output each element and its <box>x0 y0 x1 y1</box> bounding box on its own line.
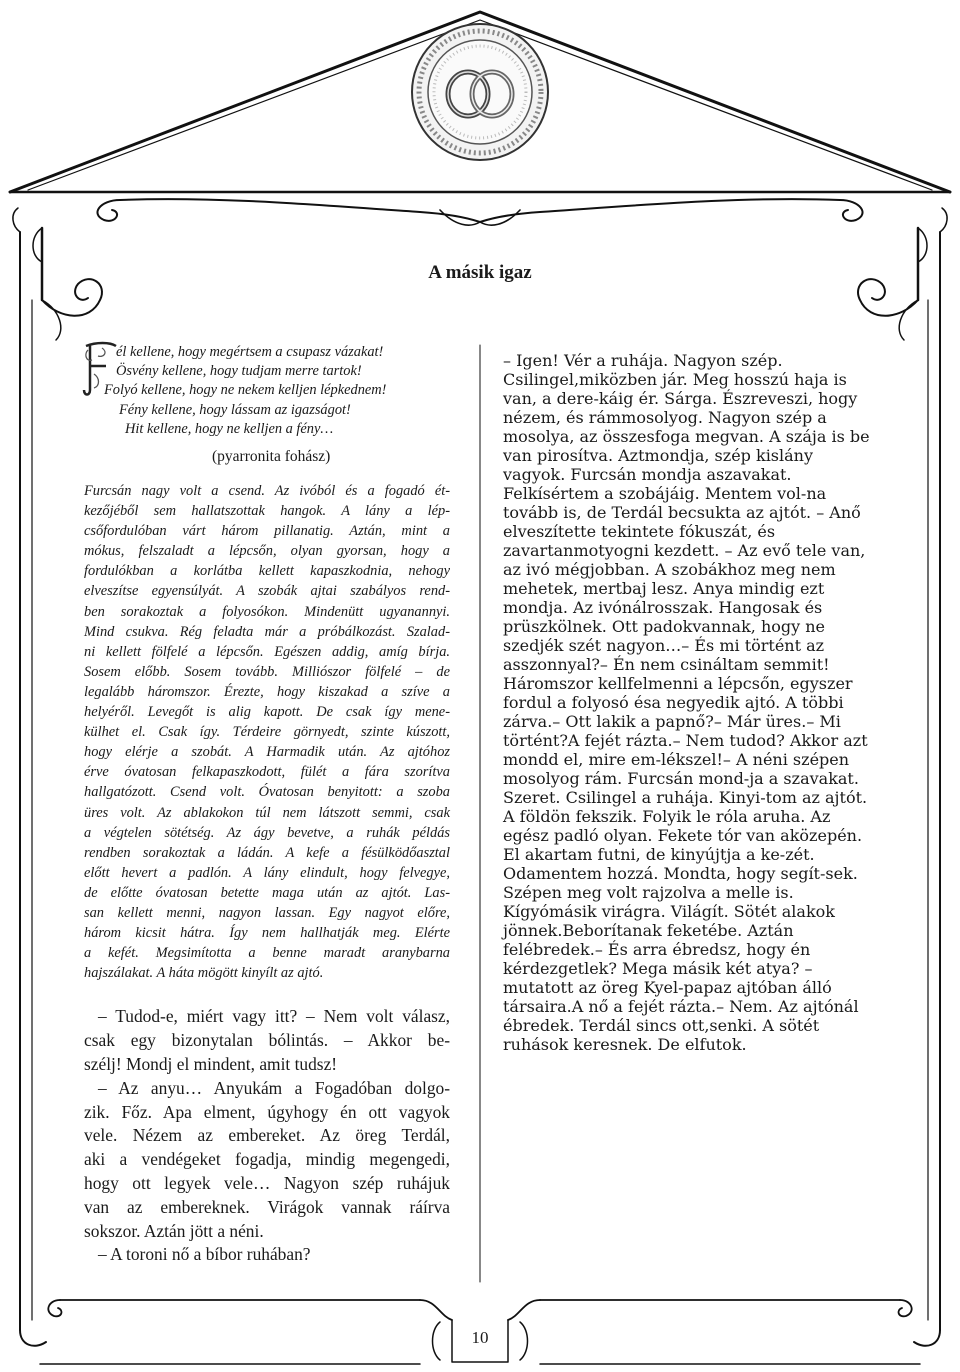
text-line: mondja, szép kislány vagyok. Furcsán mondja a <box>503 446 814 484</box>
left-dialog <box>84 1005 450 1267</box>
text-line: zik. Főz. Apa elment, úgyhogy én ott vagyok <box>84 1101 450 1122</box>
text-line: – Nem tudod? Akkor azt mondd el, mire em- <box>503 731 868 769</box>
poem-line: Hit kellene, hogy ne kelljen a fény… <box>125 420 334 437</box>
text-line: rosszak. Hangosak és prüszkölnek. Ott padok <box>503 598 823 636</box>
text-line: zét. Odamentem hozzá. Mondta, hogy segít- <box>503 845 826 883</box>
text-line: – Már üres. <box>713 712 807 731</box>
text-line: három kicsit hátra. Így nem hallhatják meg. Elérte <box>84 925 450 942</box>
text-line: nő elveszítette tekintete fókuszát, és zavartan <box>503 503 861 560</box>
text-line: másik virágra. Világít. Sötét alakok jönnek. <box>503 902 835 940</box>
text-line: külhet el. Csak így. Térdeire görnyedt, szinte kúszott, <box>84 724 450 741</box>
text-line: de előtte óvatosan betette maga után az ajtót. Las- <box>84 884 450 901</box>
text-line: jobban. A szobákhoz meg nem mehetek, mert <box>503 560 836 598</box>
text-line: lékszel! <box>660 750 723 769</box>
text-line: – Tudod-e, miért vagy itt? – Nem volt válasz, <box>98 1006 450 1027</box>
text-line: a negyedik ajtó. A többi zárva. <box>503 693 844 731</box>
text-line: mosolyog. Nagyon szép a mosolya, az összes <box>503 408 827 446</box>
epigraph-poem <box>84 343 450 481</box>
text-line: érve óvatosan felkapaszkodott, fülét a fára szorítva <box>84 764 450 781</box>
text-line: Sosem előbb. Sosem tovább. Milliószor fölfelé – de <box>84 663 450 680</box>
text-line: – Én nem csináltam semmit! Háromszor kell <box>503 655 830 693</box>
text-line: sek. Szépen meg volt rajzolva a melle is. Kígyó <box>503 864 858 921</box>
text-line: a végtelen sötétség. Az ágy bevetve, a ruhák példás <box>84 824 450 841</box>
text-line: motyogni kezdett. – Az evő tele van, az ivó még <box>503 541 866 579</box>
text-line: A nő a fejét rázta. <box>571 997 717 1016</box>
text-line: Mind csukva. Rég feladta már a próbálkozást. Szalad- <box>84 623 450 640</box>
text-line: legalább háromszor. Érezte, hogy kiszakad a szíve a <box>84 683 450 700</box>
text-line: elveszítse egyensúlyát. A szobák ajtai szabályos rend- <box>84 583 450 600</box>
text-line: Furcsán nagy volt a csend. Az ivóból és a fogadó ét- <box>84 483 450 499</box>
dropcap-ornament <box>82 340 118 398</box>
text-line: helyéről. Levegőt is alig kapott. De csak így mene- <box>84 704 450 721</box>
rings-medallion <box>412 24 548 160</box>
chapter-title: A másik igaz <box>428 262 532 283</box>
text-line: – Az anyu… Anyukám a Fogadóban dolgo- <box>98 1077 450 1098</box>
text-line: ni kellett fölfelé a lépcsőn. Egészen addig, amíg bírja. <box>84 643 450 660</box>
text-line: – A toroni nő a bíbor ruhában? <box>98 1244 311 1265</box>
text-line: foga megvan. A szája is be van pirosítva. Azt <box>503 427 870 465</box>
text-line: – És mi történt az asszonnyal? <box>503 636 825 674</box>
text-line: vannak, hogy ne szedjék szét nagyon… <box>503 617 826 655</box>
text-line: – És arra ébredsz, hogy én kérdezgetlek? Meg <box>503 940 811 978</box>
poem-line: Ösvény kellene, hogy tudjam merre tartok! <box>116 363 362 380</box>
text-line: tom az ajtót. A földön fekszik. Folyik le róla a <box>503 788 868 826</box>
text-line: hallgatózott. Csend volt. Óvatosan benyitott: a szoba <box>84 784 450 801</box>
text-line: aki a vendégeket fogadja, mindig megengedi, <box>84 1149 450 1170</box>
poem-attribution: (pyarronita fohász) <box>212 448 331 466</box>
text-line: Beborítanak feketébe. Aztán felébredek. <box>503 921 794 959</box>
text-line: felmenni a lépcsőn, egyszer fordul a folyosó és <box>503 674 853 712</box>
text-line: ja a szavakat. Szeret. Csilingel a ruhája. Kinyi- <box>503 769 859 807</box>
text-line: előtt hevert a padlón. A lány elindult, hogy felvegye, <box>84 864 450 881</box>
text-line: csőfordulóban várt három pillanatig. Aztán, mint a <box>84 523 450 540</box>
text-line: szavakat. Felkísértem a szobájáig. Mentem vol- <box>503 465 807 503</box>
text-line: – Ott lakik a papnő? <box>552 712 714 731</box>
text-line: fordulókban a korlátba kellett kapaszkodnia, nehogy <box>84 563 450 580</box>
text-line: rendben sorakoztak a ládán. A kefe a fésülködőasztal <box>84 844 450 861</box>
text-line: baj lesz. Anya mindig ezt mondja. Az ivónál <box>503 579 825 617</box>
text-line: van az embereknek. Virágok vannak ráírva <box>84 1196 450 1217</box>
text-line: senki. A sötét ruhások keresnek. De elfutok. <box>503 1016 820 1054</box>
text-line: csak egy bizonytalan bólintás. – Akkor be- <box>84 1030 450 1051</box>
text-line: – Igen! Vér a ruhája. Nagyon szép. Csilingel, <box>503 351 783 389</box>
text-line: a másik két atya? – mutatott az öreg Kyel-pap <box>503 959 813 997</box>
text-line: közepén. El akartam futni, de kinyújtja a ke- <box>503 826 863 864</box>
text-line: szélj! Mondj el mindent, amit tudsz! <box>84 1053 338 1074</box>
poem-line: él kellene, hogy megértsem a csupasz vázakat! <box>116 344 384 360</box>
page-number: 10 <box>471 1328 489 1347</box>
right-column-dialog <box>503 351 877 1054</box>
text-line: a kefét. Megsimította a benne maradt aranybarna <box>84 945 450 962</box>
text-line: – Nem. Az ajtónál ébredek. Terdál sincs ott, <box>503 997 859 1035</box>
text-line: ruha. Az egész padló olyan. Fekete tór van a <box>503 807 831 845</box>
pediment-inner <box>28 20 932 190</box>
text-line: üres volt. Az ablakokon túl nem látszott semmi, csak <box>84 804 450 821</box>
text-line: hogy ott legyek vele… Nagyon szép ruhájuk <box>84 1172 450 1193</box>
text-line: na tovább is, de Terdál becsukta az ajtót. – A <box>503 484 841 522</box>
text-line: – A néni szépen mosolyog rám. Furcsán mond- <box>503 750 850 788</box>
left-column <box>84 343 450 1267</box>
text-line: san kellett menni, nagyon lassan. Egy nagyot előre, <box>84 904 450 921</box>
text-line: vele. Nézem az embereket. Az öreg Terdál, <box>84 1125 450 1146</box>
text-line: sokszor. Aztán jött a néni. <box>84 1220 264 1241</box>
text-line: káig ér. Sárga. Észreveszi, hogy nézem, és rám <box>503 389 858 427</box>
text-line: A fejét rázta. <box>567 731 673 750</box>
text-line: ben sorakoztak a folyosókon. Mindenütt ugyanannyi. <box>84 603 450 620</box>
text-line: miközben jár. Meg hosszú haja is van, a dere- <box>503 370 847 408</box>
text-line: mókus, felszaladt a lépcsőn, olyan gyorsan, hogy a <box>84 543 450 560</box>
text-line: hogy elérje a szobát. A Harmadik után. Az ajtóhoz <box>84 744 450 761</box>
poem-line: Fény kellene, hogy lássam az igazságot! <box>119 401 351 418</box>
text-line: kezőjéből sem hallatszottak hangok. A lány a lép- <box>84 503 450 520</box>
pediment-outline <box>10 12 950 192</box>
text-line: – Mi történt? <box>503 712 841 750</box>
italic-narrative <box>84 481 450 983</box>
text-line: az ajtóban álló társaira. <box>503 978 832 1016</box>
poem-line: Folyó kellene, hogy ne nekem kelljen lépkednem! <box>104 382 387 399</box>
text-line: hajszálakat. A háta mögött kinyílt az ajtó. <box>84 965 324 982</box>
